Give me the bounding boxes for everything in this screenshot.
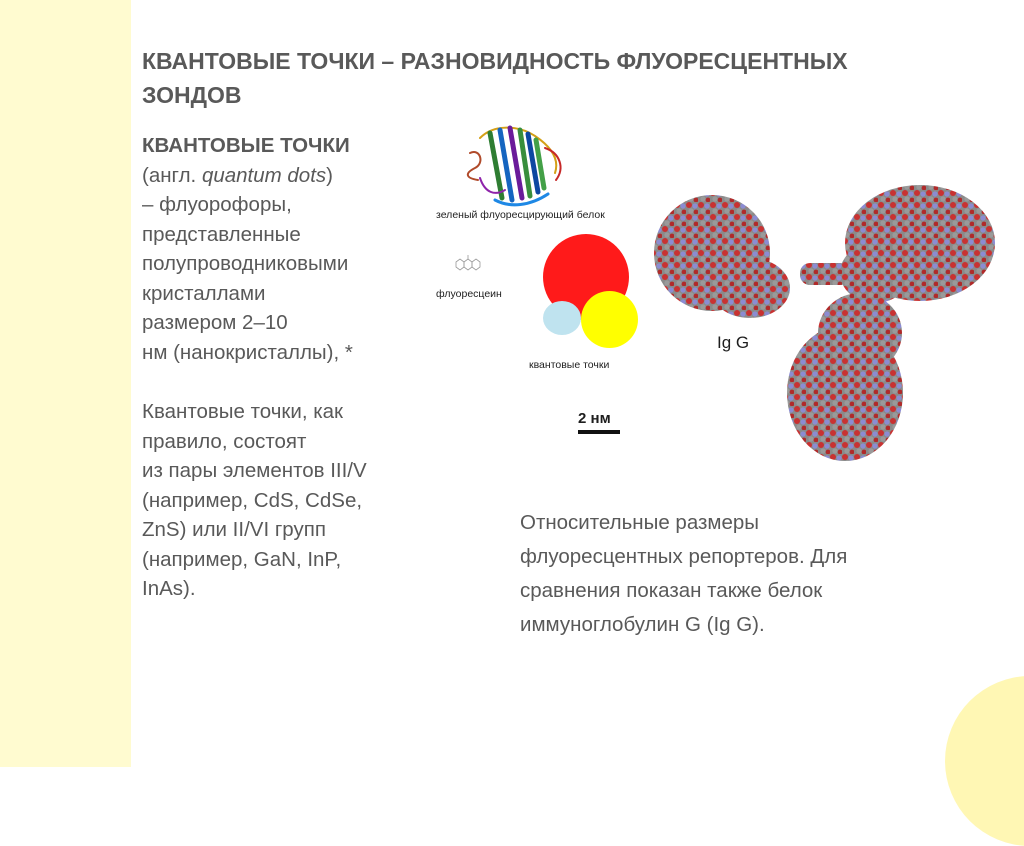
caption-line: сравнения показан также белок — [520, 579, 823, 602]
gfp-structure-image — [460, 118, 572, 210]
composition-line: из пары элементов III/V — [142, 459, 367, 482]
slide-title: КВАНТОВЫЕ ТОЧКИ – РАЗНОВИДНОСТЬ ФЛУОРЕСЦЕНТНЫХ ЗОНДОВ — [142, 48, 848, 108]
composition-line: (например, GaN, InP, — [142, 547, 342, 571]
definition-line-suffix: ) — [326, 163, 333, 187]
fluorescein-label: флуоресцеин — [436, 288, 502, 300]
igg-label: Ig G — [717, 333, 750, 352]
definition-line: полупроводниковыми — [142, 252, 349, 275]
definition-block — [142, 131, 442, 604]
composition-line: Квантовые точки, как — [142, 400, 343, 423]
caption-line: флуоресцентных репортеров. Для — [520, 545, 848, 568]
definition-line: нм (нанокристаллы), * — [142, 340, 353, 364]
scale-label: 2 нм — [578, 410, 611, 427]
definition-english-term: quantum dots — [201, 163, 327, 187]
definition-line: представленные — [142, 222, 301, 246]
definition-line-prefix: (англ. — [142, 163, 202, 187]
quantum-dot-yellow — [581, 291, 638, 348]
paragraph-gap — [142, 367, 442, 397]
composition-line: ZnS) или II/VI групп — [142, 518, 326, 541]
fluorescein-structure-image — [452, 254, 486, 274]
definition-line: размером 2–10 — [142, 311, 288, 334]
composition-line: InAs). — [142, 577, 196, 600]
caption-line: Относительные размеры — [520, 511, 760, 534]
composition-line: правило, состоят — [142, 429, 307, 453]
quantum-dot-blue — [543, 301, 581, 335]
definition-term: КВАНТОВЫЕ ТОЧКИ — [142, 134, 350, 157]
gfp-label: зеленый флуоресцирующий белок — [436, 209, 605, 221]
quantum-dots-label: квантовые точки — [529, 359, 610, 371]
figure-caption — [520, 506, 960, 642]
composition-line: (например, CdS, CdSe, — [142, 488, 363, 512]
decorative-corner-circle — [945, 676, 1024, 846]
definition-line — [142, 161, 442, 191]
caption-line: иммуноглобулин G (Ig G). — [520, 613, 765, 636]
scale-bar — [578, 430, 620, 434]
definition-line: кристаллами — [142, 281, 266, 305]
decorative-side-strip — [0, 0, 131, 767]
definition-line: – флуорофоры, — [142, 193, 292, 216]
igg-antibody-image — [650, 178, 1000, 468]
